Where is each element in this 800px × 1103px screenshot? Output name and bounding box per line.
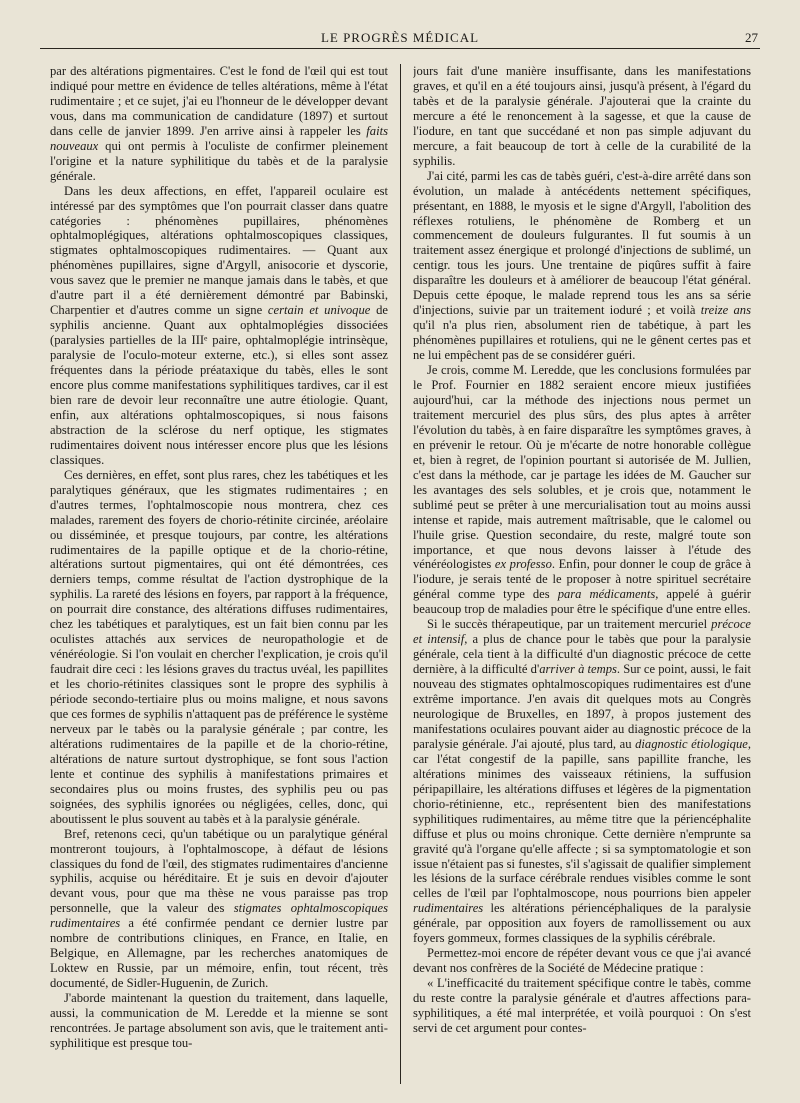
paragraph [413,363,751,617]
paragraph [50,991,388,1051]
italic-run: para médicaments [557,587,656,602]
text-run: Si le succès thérapeutique, par un traitement mercuriel [427,617,712,632]
text-run: qu'il n'a plus rien, absolument rien de tabétique, à part les phénomènes pupillaires et rotuliens, qui ne le gênent certes pas et ne lui empêchent pas de se considérer guéri. [413,318,751,363]
text-run: , a plus de chance pour le tabès que pour la paralysie générale, cela tient à la difficulté d'un diagnostic précoce de cette dernière, à la difficulté d' [413,632,751,677]
paragraph [50,184,388,468]
text-run: de syphilis ancienne. Quant aux ophtalmoplégies dissociées (paralysies partielles de la IIIᵉ paire, ophtalmoplégie intrinsèque, paralysie de l'oculo-moteur externe, etc.), si elles sont assez fréquentes dans la période préataxique du tabès, elles le sont encore plus comme manifestations syphilitiques tardives, car il est bien rare de devoir leur reconnaître une autre étiologie. Quant, enfin, aux altérations ophtalmoscopiques, si nous faisons abstraction de la sclérose du nerf optique, les stigmates rudimentaires doivent nous intéresser encore plus que les lésions classiques. [50,303,388,467]
paragraph [413,64,751,169]
paragraph [50,64,388,184]
italic-run: ex professo [494,557,552,572]
paragraph [413,617,751,946]
paragraph [413,169,751,363]
text-run: . Enfin, pour donner le coup de grâce à l'iodure, je serais tenté de le proposer à notre spirituel secrétaire général comme type des [413,557,751,602]
paragraph [50,827,388,991]
text-run: J'ai cité, parmi les cas de tabès guéri, c'est-à-dire arrêté dans son évolution, un malade à antécédents nettement spécifiques, présentant, en 1888, le myosis et le signe d'Argyll, l'abolition des réflexes rotuliens, le phénomène de Romberg et un commencement de douleurs fulgurantes. Il fut soumis à un traitement assez énergique et prolongé d'injections de sublimé, un centigr. tous les jours. Une trentaine de piqûres suffit à faire disparaître les douleurs et à améliorer de beaucoup l'état général. Depuis cette époque, le malade reprend tous les ans sa série d'injections, suivie par un traitement ioduré ; et voilà [413,168,751,318]
text-run: Bref, retenons ceci, qu'un tabétique ou un paralytique général montreront toujours, à l'ophtalmoscope, à défaut de lésions classiques du fond de l'œil, des stigmates rudimentaires d'ancienne syphilis, acquise ou héréditaire. Et je suis en devoir d'ajouter devant vous, pour que ma thèse ne vous paraisse pas trop personnelle, que la valeur des [50,826,388,916]
text-run: Dans les deux affections, en effet, l'appareil oculaire est intéressé par des symptômes que l'on pourrait classer dans quatre catégories : phénomènes pupillaires, phénomènes ophtalmoplégiques, altérations ophtalmoscopiques classiques, stigmates ophtalmoscopiques rudimentaires. — Quant aux phénomènes pupillaires, signe d'Argyll, anisocorie et dyscorie, vous savez que le premier ne manque jamais dans le tabès, et que d'autre part il a été dernièrement démontré par Babinski, Charpentier et d'autres comme un signe [50,183,388,318]
text-run: . Sur ce point, aussi, le fait nouveau des stigmates ophtalmoscopiques rudimentaires est d'une extrême importance. J'en avais dit quelques mots au Congrès neurologique de Bruxelles, en 1897, à propos justement des manifestations oculaires pouvant aider au diagnostic précoce de la paralysie générale. J'ai ajouté, plus tard, au [413,662,751,751]
text-run: a été confirmée pendant ce dernier lustre par nombre de contributions cliniques, en France, en Italie, en Belgique, en Allemagne, par les recherches anatomiques de Loktew en Russie, par un mémoire, enfin, tout récent, très documenté, de Sidler-Huguenin, de Zurich. [50,916,388,991]
text-run: , appelé à guérir beaucoup trop de maladies pour être le spécifique d'une entre elles. [413,587,751,617]
text-run: J'aborde maintenant la question du traitement, dans laquelle, aussi, la communication de M. Leredde et la mienne se sont rencontrées. Je partage absolument son avis, que le traitement anti-syphilitique est presque tou- [50,991,388,1050]
column-divider [400,64,401,1084]
text-run: « L'inefficacité du traitement spécifique contre le tabès, comme du reste contre la paralysie générale et d'autres affections para-syphilitiques, a été mal interprétée, et voilà pourquoi : On s'est servi de cet argument pour contes- [413,976,751,1035]
text-run: qui ont permis à l'oculiste de confirmer pleinement l'origine et la nature syphilitique du tabès et de la paralysie générale. [50,138,388,183]
paragraph [50,468,388,827]
italic-run: arriver à temps [539,662,617,677]
text-run: , car l'état congestif de la papille, sans papillite franche, les altérations minimes des vaisseaux rétiniens, la suffusion péripapillaire, les altérations diffuses et légères de la pigmentation chorio-rétinienne, etc., représentent bien des manifestations syphilitiques rudimentaires, au même titre que la périencéphalite diffuse et plus ou moins chronique. Cette dernière n'emprunte sa gravité qu'à l'organe qu'elle affecte ; si sa symptomatologie et son issue n'étaient pas si funestes, s'il s'agissait de qualifier simplement les lésions de la surface cérébrale rendues visibles comme le sont celles de l'œil par l'ophtalmoscope, nous pourrions bien appeler [413,736,751,901]
quotation-paragraph [413,976,751,1036]
text-run: Ces dernières, en effet, sont plus rares, chez les tabétiques et les paralytiques généraux, que les stigmates rudimentaires ; en d'autres termes, l'ophtalmoscopie nous montrera, chez ces malades, rarement des foyers de chorio-rétinite circinée, aréolaire ou disséminée, et presque toujours, par contre, les altérations rudimentaires de la papille optique et de la chorio-rétine, altérations surtout pigmentaires, qui ont été démontrées, ces derniers temps, comme résultat de l'action dystrophique de la syphilis. La rareté des lésions en foyers, par rapport à la fréquence, on pourrait dire constance, des altérations diffuses rudimentaires, chez les tabétiques et paralytiques, est un fait bien connu par les oculistes attachés aux services de neuropathologie et de vénéréologie. Si l'on voulait en chercher l'explication, je crois qu'il faudrait dire ceci : les lésions graves du tractus uvéal, les papillites et les chorio-rétinites classiques sont le propre des syphilis à période secondo-tertiaire plus ou moins maligne, et nous savons que ces formes de syphilis n'attaquent pas de préférence le système nerveux par le tabès ou la paralysie générale ; par contre, les altérations rudimentaires de la papille et de la chorio-rétine, altérations de nature surtout dystrophique, se font sous l'action lente et continue des syphilis à manifestations primaires et secondaires plus ou moins frustes, des syphilis peu ou pas soignées, des syphilis ignorées ou négligées, celles, donc, qui aboutissent le plus souvent au tabès et à la paralysie générale. [50,467,388,826]
journal-title: LE PROGRÈS MÉDICAL [320,30,480,45]
italic-run: rudimentaires [413,901,484,916]
left-column [50,64,388,1084]
italic-run: faits nouveaux [50,123,388,153]
text-run: les altérations périencéphaliques de la paralysie générale, par opposition aux foyers de ramollissement ou aux foyers gommeux, formes classiques de la syphilis cérébrale. [413,901,751,946]
text-run: Je crois, comme M. Leredde, que les conclusions formulées par le Prof. Fournier en 1882 seraient encore mieux justifiées aujourd'hui, car la méthode des injections nous permet un traitement mercuriel des plus sûrs, des plus aptes à arrêter l'évolution du tabès, à en faire disparaître les symptômes graves, à en prévenir le retour. Où je m'écarte de notre honorable collègue et, bien à regret, de l'opinion pourtant si autorisée de M. Jullien, c'est dans la méthode, car je partage les idées de M. Gaucher sur les avantages des sels solubles, et je crois que, notamment le sublimé peut se prêter à une mercurialisation tout au moins aussi intense et rapide, mais autrement maîtrisable, que le calomel ou l'huile grise. Question secondaire, du reste, malgré toute son importance, et que nous devons laisser à l'étude des vénéréologistes [413,363,751,572]
text-run: Permettez-moi encore de répéter devant vous ce que j'ai avancé devant nos confrères de la Société de Médecine pratique : [413,946,751,976]
right-column [413,64,751,1084]
text-run: par des altérations pigmentaires. C'est le fond de l'œil qui est tout indiqué pour mettre en évidence de telles altérations, même à l'état rudimentaire ; et ce sujet, j'ai eu l'honneur de le développer devant vous, dans ma communication de candidature (1897) et surtout dans celle de janvier 1899. J'en arrive ainsi à rappeler les [50,64,388,138]
italic-run: précoce et intensif [413,617,751,647]
paragraph [413,946,751,976]
page-number: 27 [745,30,758,45]
italic-run: stigmates ophtalmoscopiques rudimentaires [50,901,388,931]
text-run: jours fait d'une manière insuffisante, dans les manifestations graves, et qu'il en a été toujours ainsi, jusqu'à présent, à l'égard du tabès et de la paralysie générale. J'ajouterai que la crainte du mercure a été le renoncement à la sagesse, et que la cause de l'iodure, en tant que succédané et non pas simple adjuvant du mercure, a fait beaucoup de tort à celle de la curabilité de la syphilis. [413,64,751,168]
italic-run: certain et univoque [267,303,371,318]
italic-run: diagnostic étiologique [635,736,748,751]
italic-run: treize ans [700,303,751,318]
running-header [40,28,760,49]
